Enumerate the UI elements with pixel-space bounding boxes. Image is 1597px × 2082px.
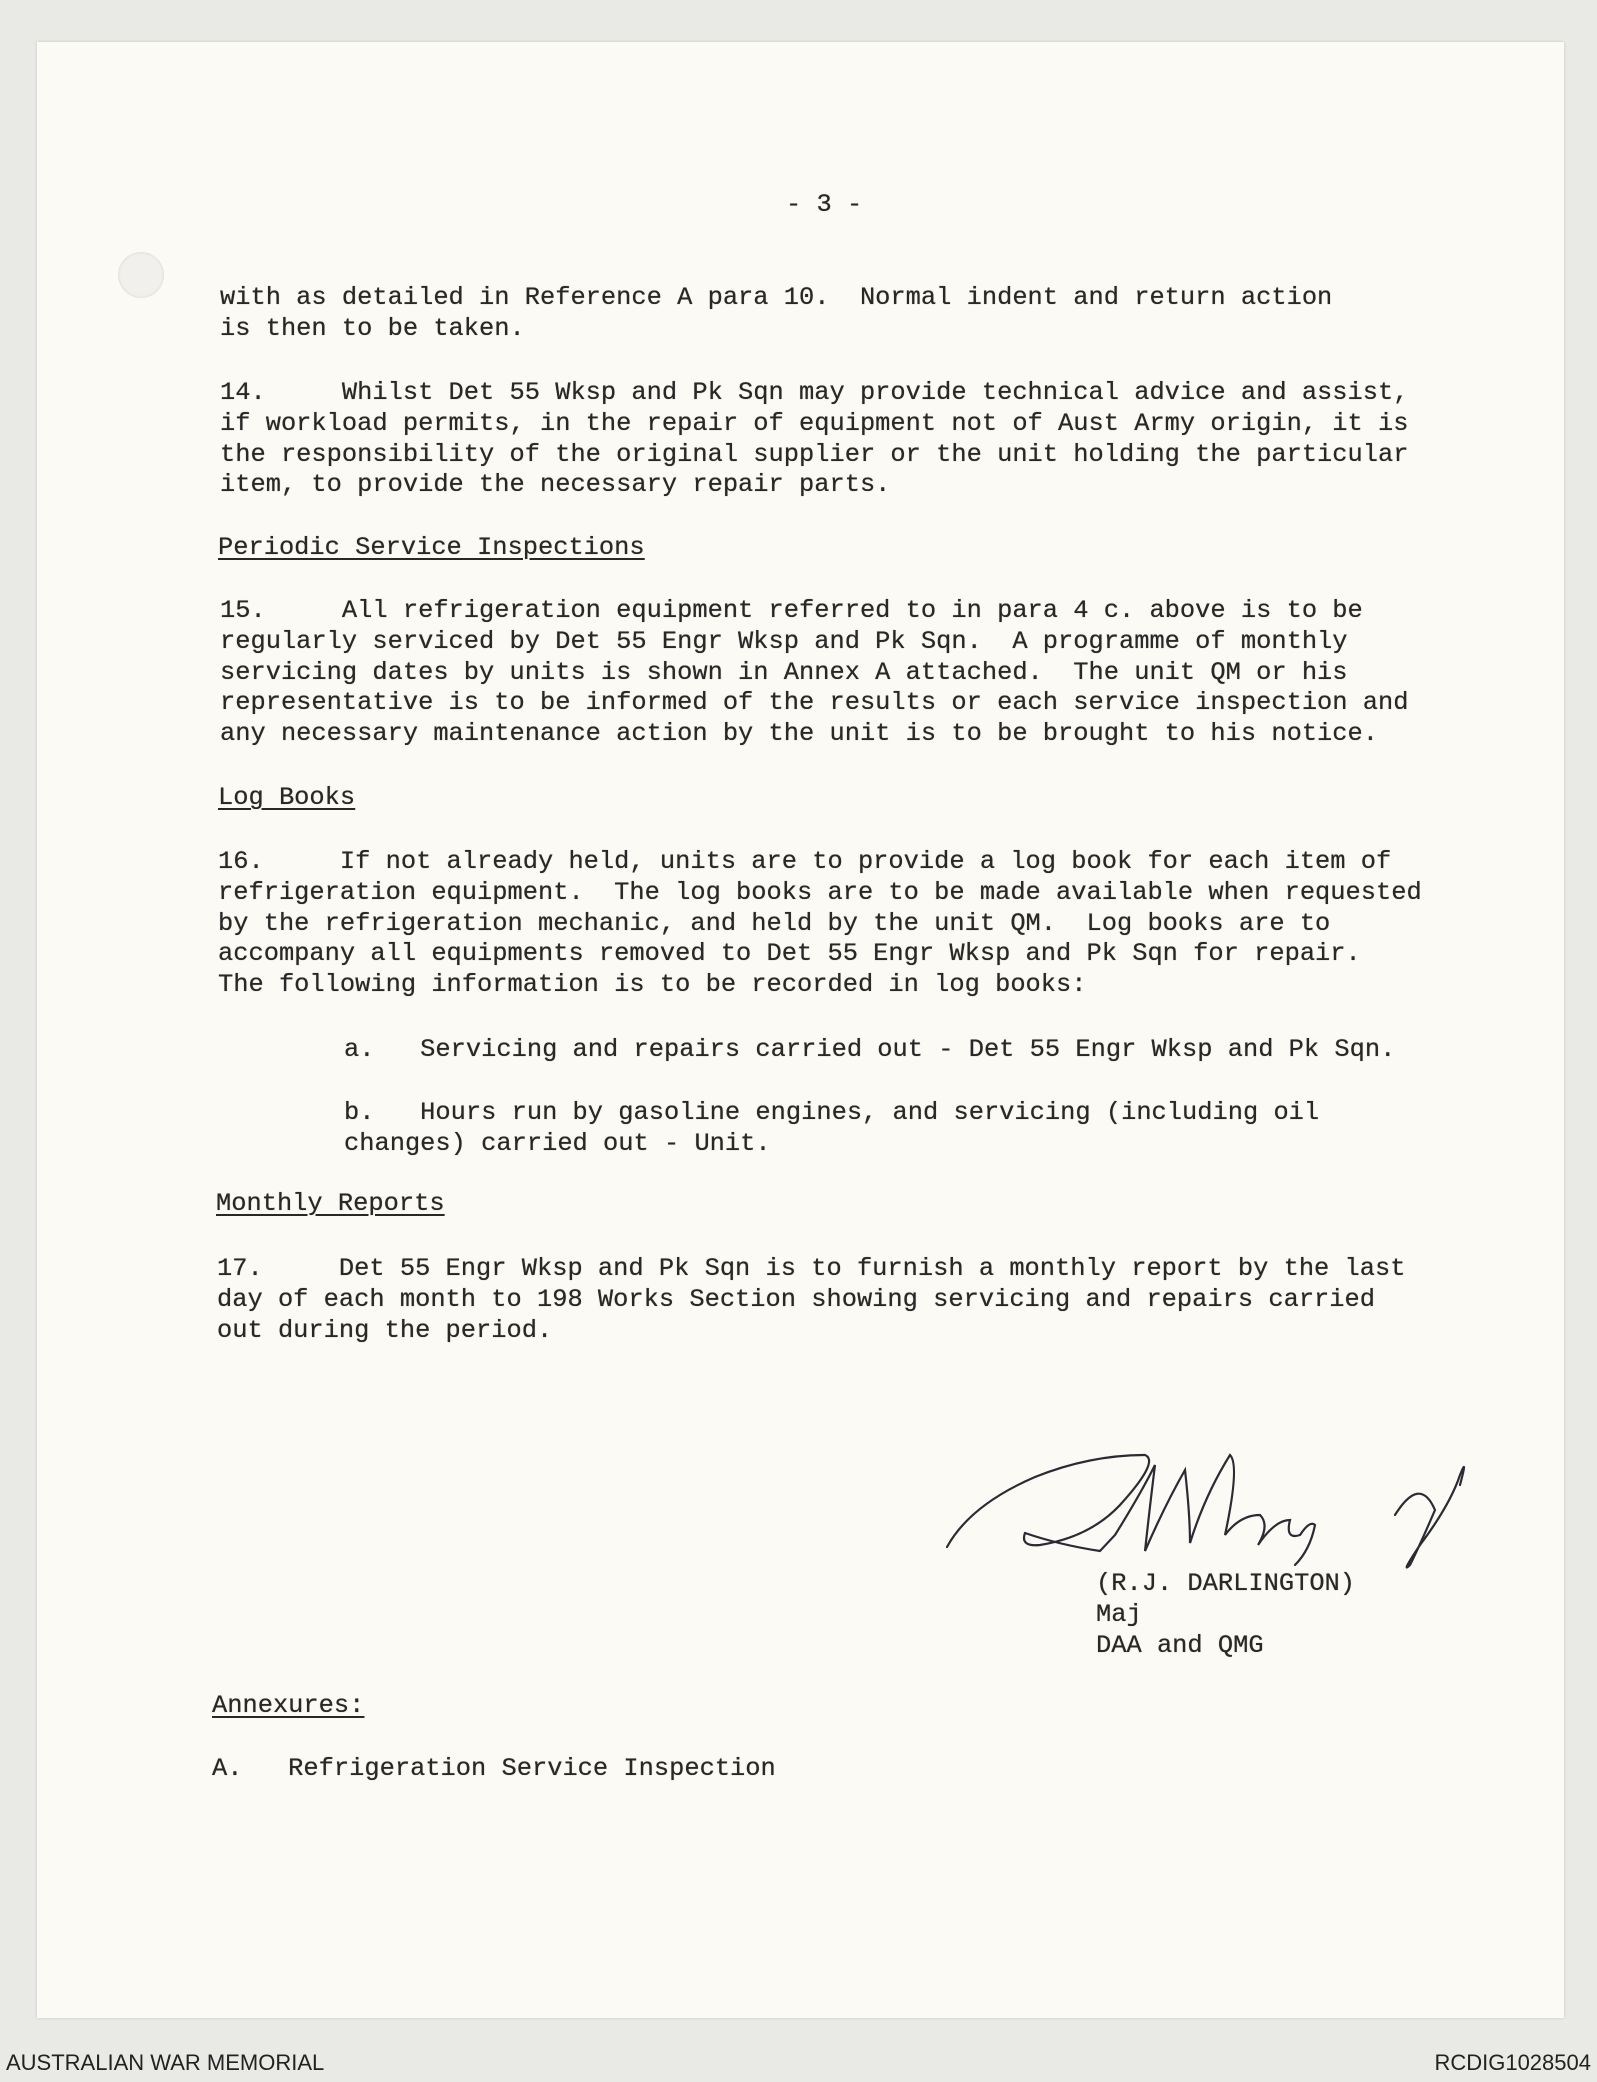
handwritten-signature [940, 1425, 1510, 1570]
para-17 [217, 1254, 1405, 1346]
text-line: accompany all equipments removed to Det 55 Engr Wksp and Pk Sqn for repair. [218, 939, 1361, 969]
signatory-name: (R.J. DARLINGTON) [1096, 1569, 1356, 1598]
text-line: any necessary maintenance action by the unit is to be brought to his notice. [220, 719, 1379, 749]
text-line: representative is to be informed of the results or each service inspection and [220, 688, 1409, 718]
text-line: refrigeration equipment. The log books are to be made available when requested [218, 877, 1422, 907]
text-line: out during the period. [217, 1315, 553, 1345]
text-line: by the refrigeration mechanic, and held by the unit QM. Log books are to [218, 908, 1331, 938]
text-line: 17. Det 55 Engr Wksp and Pk Sqn is to furnish a monthly report by the last [217, 1254, 1406, 1283]
footer-institution: AUSTRALIAN WAR MEMORIAL [6, 2050, 325, 2075]
signatory-appointment: DAA and QMG [1096, 1631, 1264, 1660]
para-16 [218, 847, 1422, 1001]
signatory-rank: Maj [1096, 1600, 1142, 1629]
text-line: The following information is to be recorded in log books: [218, 970, 1087, 1000]
footer-record-id: RCDIG1028504 [1434, 2050, 1591, 2075]
para-15 [220, 596, 1408, 750]
text-line: 14. Whilst Det 55 Wksp and Pk Sqn may provide technical advice and assist, [220, 378, 1409, 407]
page-number: - 3 - [786, 190, 863, 219]
text-line: servicing dates by units is shown in Annex A attached. The unit QM or his [220, 657, 1348, 687]
text-line: changes) carried out - Unit. [344, 1128, 771, 1158]
heading-annexures: Annexures: [212, 1691, 365, 1720]
text-line: 16. If not already held, units are to provide a log book for each item of [218, 847, 1392, 876]
text-line: b. Hours run by gasoline engines, and servicing (including oil [344, 1098, 1320, 1127]
text-line: 15. All refrigeration equipment referred to in para 4 c. above is to be [220, 596, 1363, 625]
text-line: item, to provide the necessary repair parts. [220, 470, 891, 500]
text-line: day of each month to 198 Works Section showing servicing and repairs carried [217, 1284, 1376, 1314]
para-14 [220, 378, 1408, 501]
text-line: if workload permits, in the repair of equipment not of Aust Army origin, it is [220, 408, 1409, 438]
annexure-a: A. Refrigeration Service Inspection [212, 1754, 776, 1783]
heading-monthly-reports: Monthly Reports [216, 1189, 445, 1218]
list-item-b [344, 1098, 1319, 1160]
punch-hole [118, 252, 164, 298]
heading-periodic-service-inspections: Periodic Service Inspections [218, 533, 645, 562]
text-line: is then to be taken. [220, 313, 525, 343]
list-item-a: a. Servicing and repairs carried out - Det 55 Engr Wksp and Pk Sqn. [344, 1035, 1396, 1064]
text-line: with as detailed in Reference A para 10. Normal indent and return action [220, 283, 1333, 312]
text-line: regularly serviced by Det 55 Engr Wksp and Pk Sqn. A programme of monthly [220, 626, 1348, 656]
para-13-continued [220, 283, 1332, 345]
text-line: the responsibility of the original supplier or the unit holding the particular [220, 439, 1409, 469]
heading-log-books: Log Books [218, 783, 356, 812]
